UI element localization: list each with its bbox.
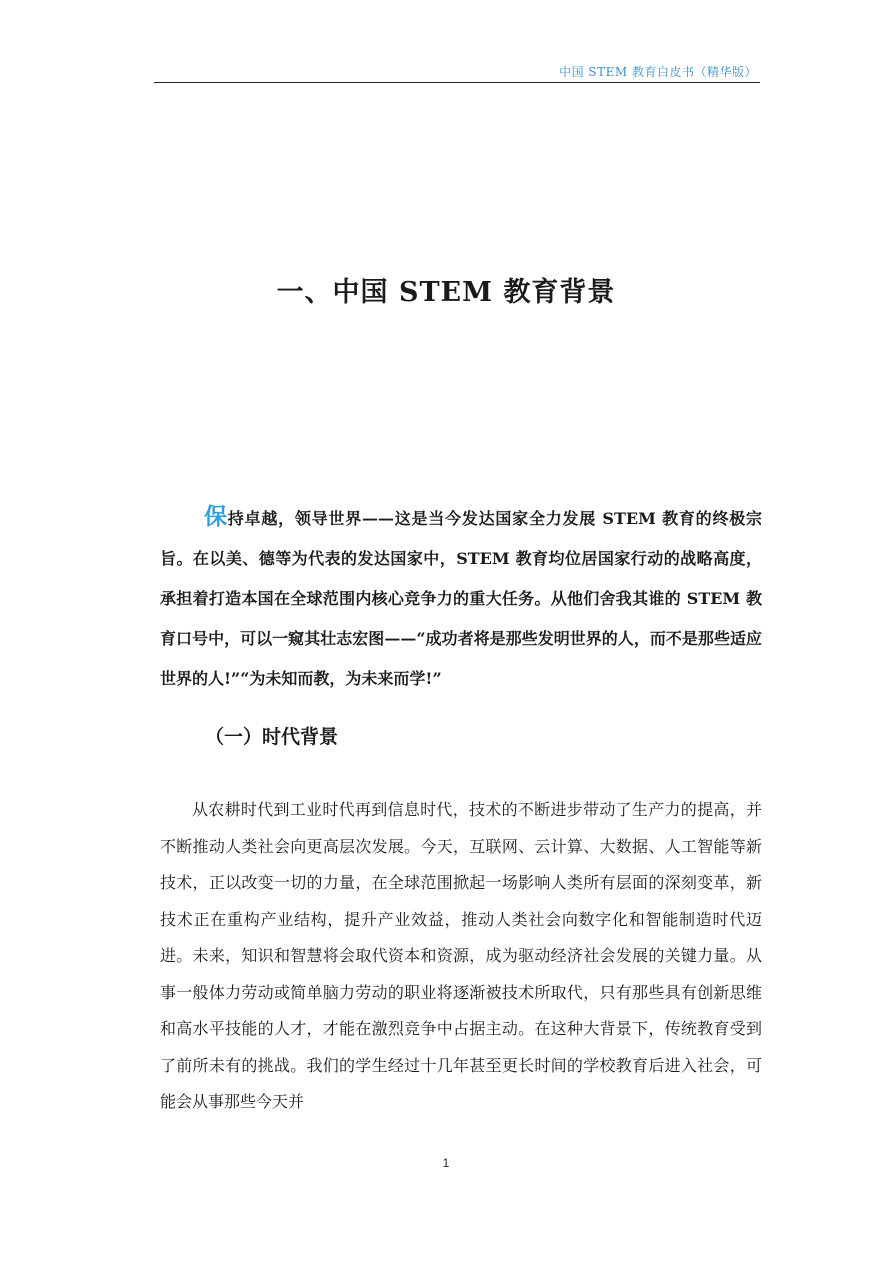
intro-paragraph [160,497,762,699]
section-heading: （一）时代背景 [205,726,339,748]
chapter-title: 一、中国 STEM 教育背景 [276,277,616,308]
body-paragraph: 从农耕时代到工业时代再到信息时代，技术的不断进步带动了生产力的提高，并不断推动人类社会向更高层次发展。今天，互联网、云计算、大数据、人工智能等新技术，正以改变一切的力量，在全球范围掀起一场影响人类所有层面的深刻变革，新技术正在重构产业结构，提升产业效益，推动人类社会向数字化和智能制造时代迈进。未来，知识和智慧将会取代资本和资源，成为驱动经济社会发展的关键力量。从事一般体力劳动或简单脑力劳动的职业将逐渐被技术所取代，只有那些具有创新思维和高水平技能的人才，才能在激烈竞争中占据主动。在这种大背景下，传统教育受到了前所未有的挑战。我们的学生经过十几年甚至更长时间的学校教育后进入社会，可能会从事那些今天并 [160,800,762,1111]
header-divider [154,82,760,83]
intro-text: 持卓越，领导世界——这是当今发达国家全力发展 STEM 教育的终极宗旨。在以美、德等为代表的发达国家中，STEM 教育均位居国家行动的战略高度，承担着打造本国在全球范围内核心竞争力的重大任务。从他们舍我其谁的 STEM 教育口号中，可以一窥其壮志宏图——“成功者将是那些发明世界的人，而不是那些适应世界的人!”“为未知而教，为未来而学!” [160,509,762,688]
running-header: 中国 STEM 教育白皮书（精华版） [559,65,757,79]
page-number: 1 [442,1156,450,1170]
drop-cap: 保 [204,503,228,530]
